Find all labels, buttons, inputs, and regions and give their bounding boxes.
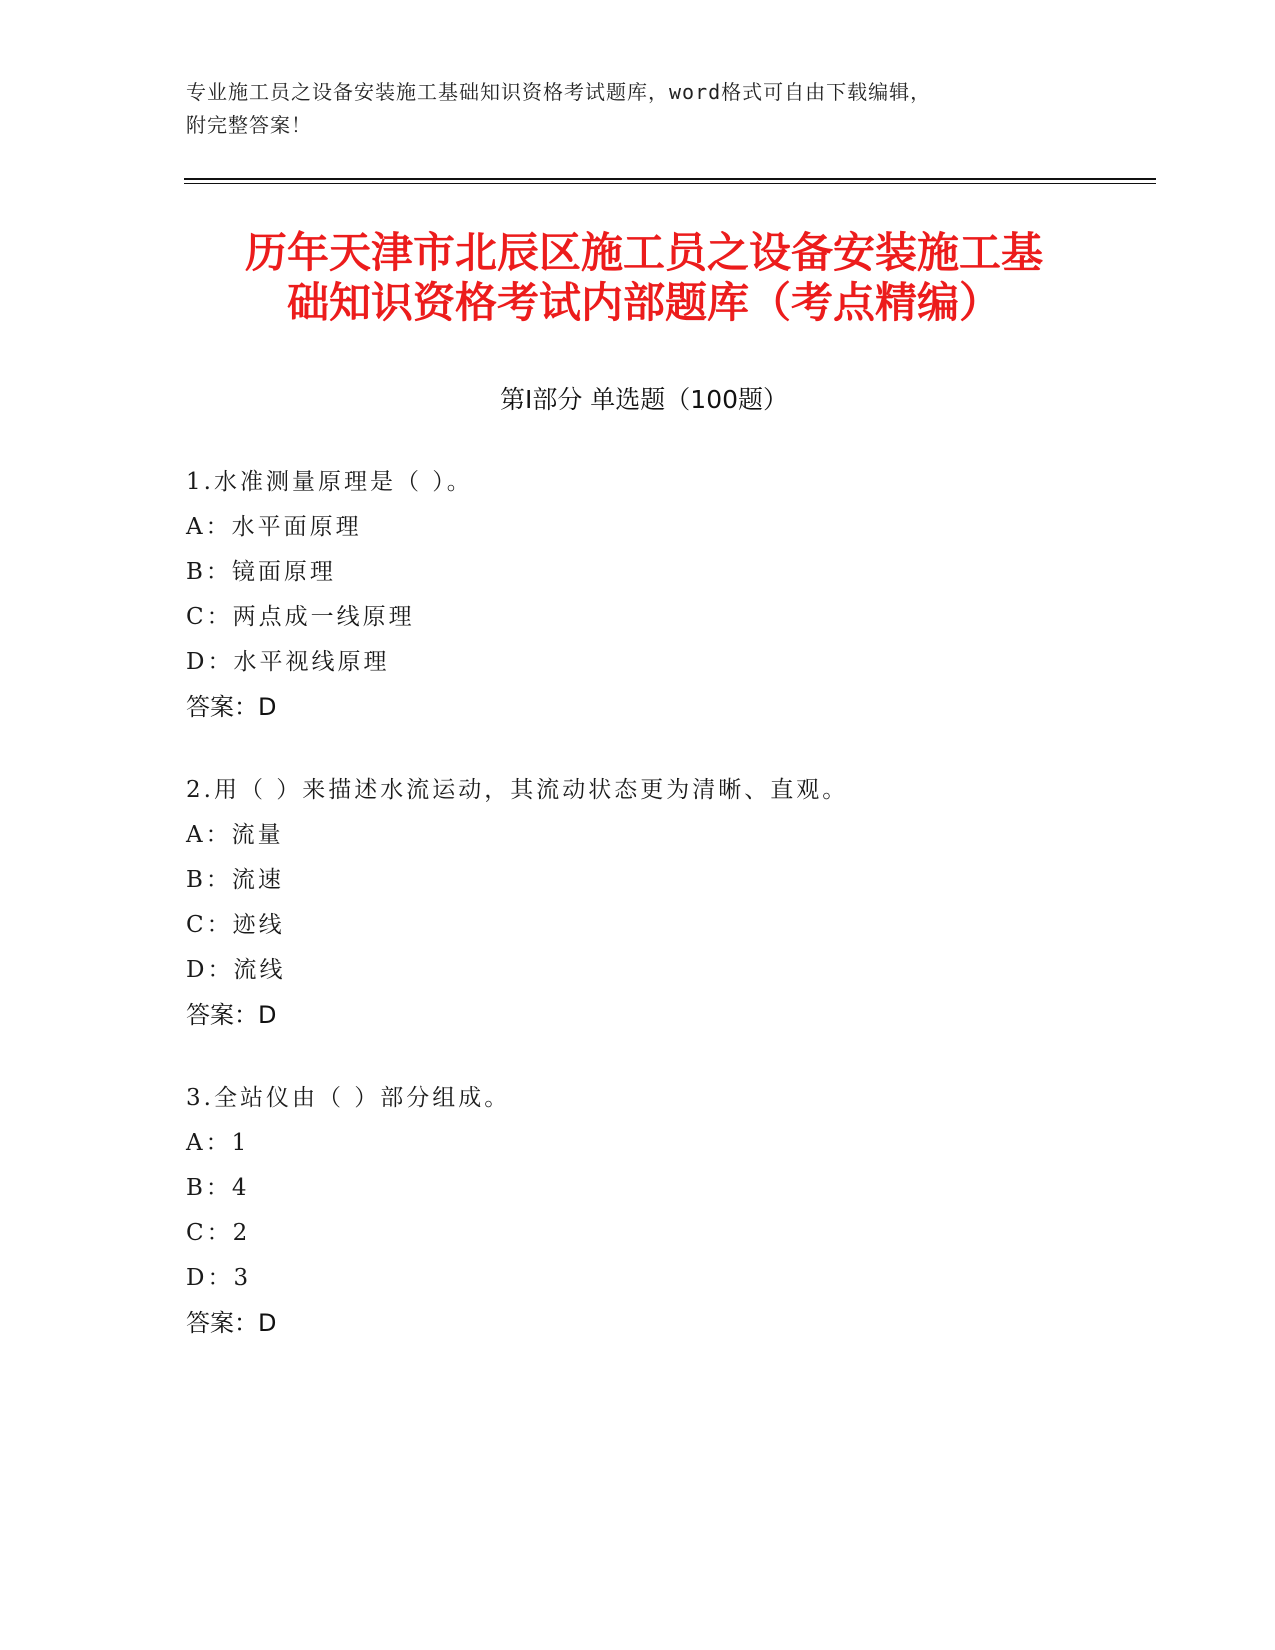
option-d: D：3 — [186, 1265, 252, 1291]
section-title: 第Ⅰ部分 单选题（100题） — [499, 385, 789, 414]
option-b: B：镜面原理 — [186, 559, 336, 585]
option-d: D：水平视线原理 — [186, 649, 390, 675]
answer: 答案：D — [186, 1001, 277, 1029]
option-c: C：两点成一线原理 — [186, 604, 415, 630]
document-title-line-2: 础知识资格考试内部题库（考点精编） — [286, 278, 1001, 327]
question-stem: 1.水准测量原理是（ ）。 — [186, 469, 473, 495]
option-a: A：水平面原理 — [186, 514, 362, 540]
option-a: A：流量 — [186, 822, 284, 848]
document-title — [184, 228, 1104, 328]
option-a: A：1 — [186, 1130, 250, 1156]
option-c: C：迹线 — [186, 912, 285, 938]
question-stem: 3.全站仪由（ ）部分组成。 — [186, 1085, 511, 1111]
option-b: B：流速 — [186, 867, 284, 893]
header-divider-thin — [184, 183, 1156, 184]
option-d: D：流线 — [186, 957, 286, 983]
header-divider-thick — [184, 178, 1156, 180]
question-2 — [186, 768, 1146, 1038]
answer: 答案：D — [186, 1309, 277, 1337]
answer: 答案：D — [186, 693, 277, 721]
question-1 — [186, 460, 1146, 730]
option-b: B：4 — [186, 1175, 250, 1201]
header-note-line-1: 专业施工员之设备安装施工基础知识资格考试题库，word格式可自由下载编辑， — [186, 80, 932, 104]
question-3 — [186, 1076, 1146, 1346]
question-stem: 2.用（ ）来描述水流运动，其流动状态更为清晰、直观。 — [186, 777, 849, 803]
option-c: C：2 — [186, 1220, 251, 1246]
document-title-line-1: 历年天津市北辰区施工员之设备安装施工基 — [244, 228, 1043, 277]
header-note — [186, 76, 1086, 142]
header-note-line-2: 附完整答案！ — [186, 113, 312, 137]
